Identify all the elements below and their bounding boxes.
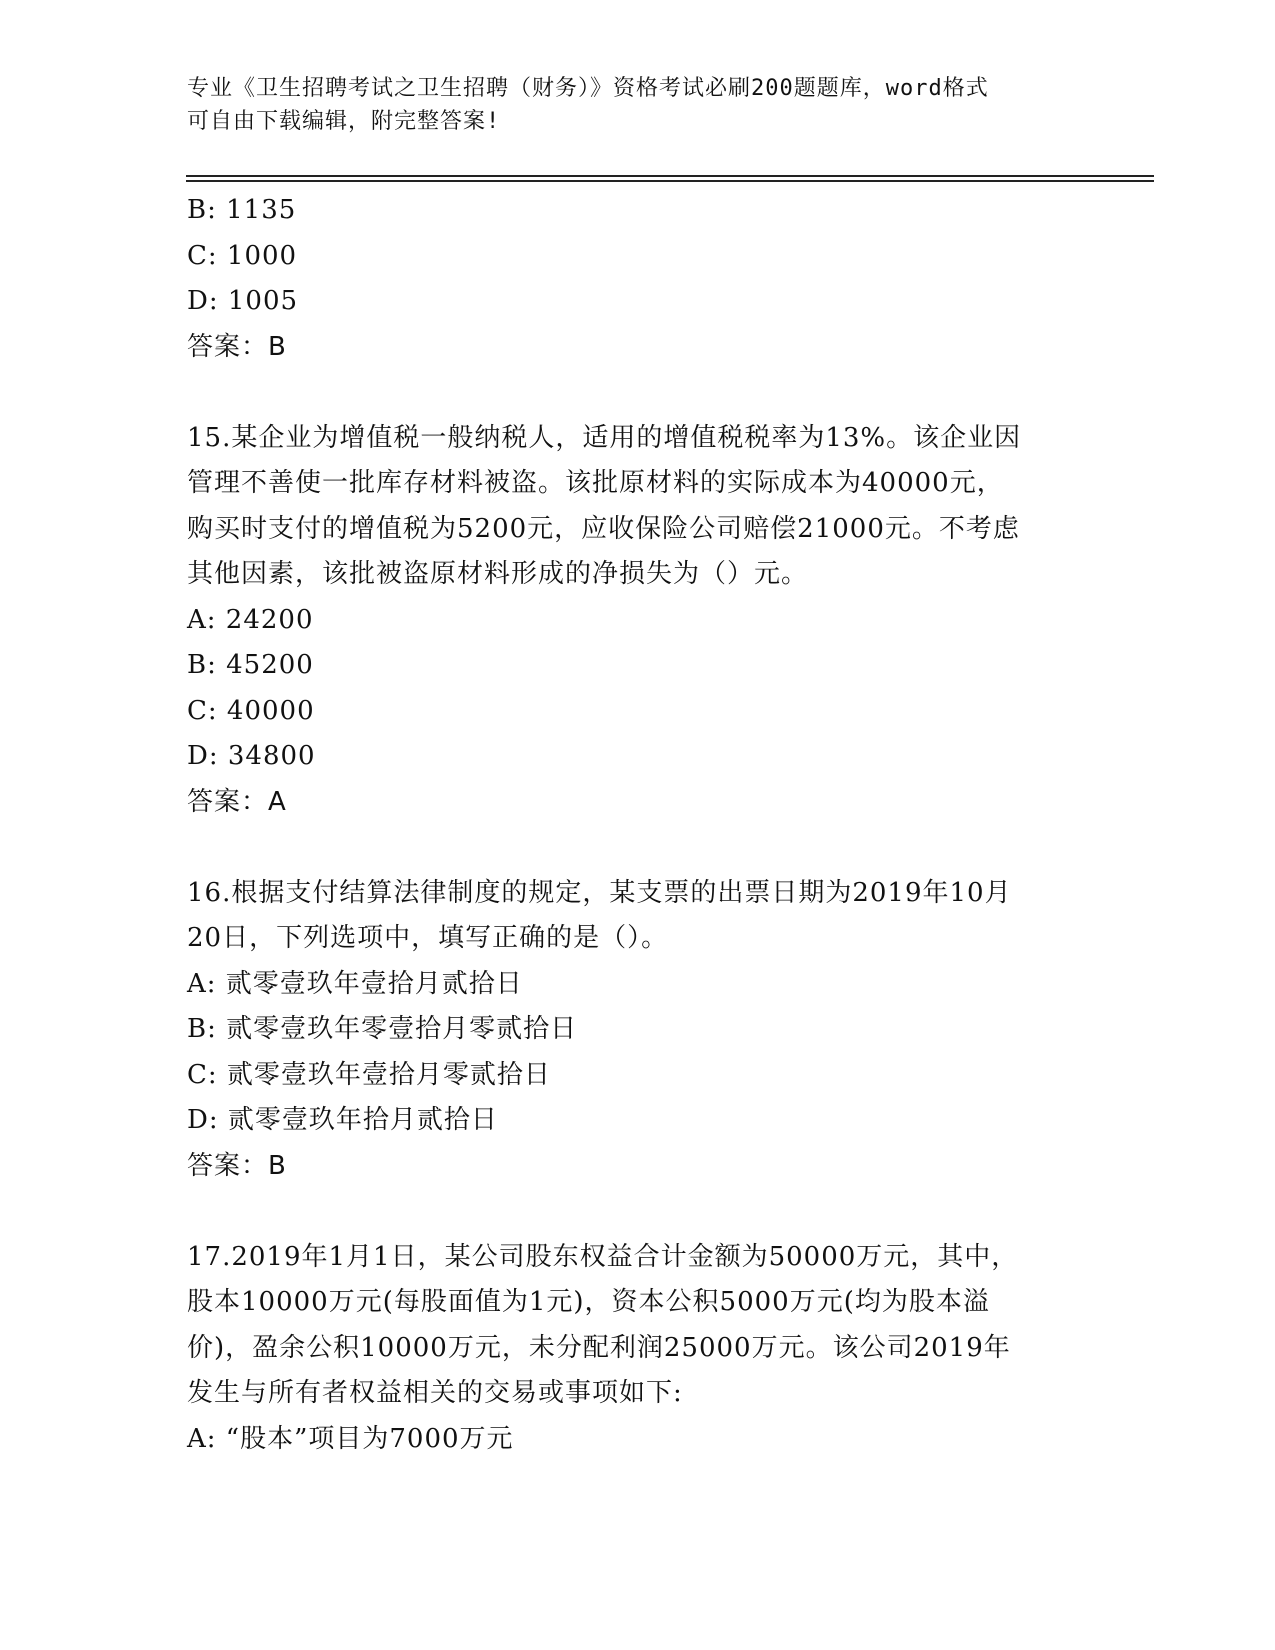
question-14 [187, 188, 1087, 370]
question-stem-line: 管理不善使一批库存材料被盗。该批原材料的实际成本为40000元， [187, 468, 1004, 498]
answer: 答案：B [187, 331, 287, 362]
header-line-2: 可自由下载编辑，附完整答案! [187, 109, 501, 134]
option-a: A: 贰零壹玖年壹拾月贰拾日 [187, 968, 523, 999]
answer: 答案：B [187, 1150, 287, 1181]
question-stem-line: 15.某企业为增值税一般纳税人，适用的增值税税率为13%。该企业因 [187, 422, 1022, 453]
spacer [187, 1189, 1087, 1235]
question-stem-line: 购买时支付的增值税为5200元，应收保险公司赔偿21000元。不考虑 [187, 513, 1020, 544]
question-15 [187, 416, 1087, 826]
question-stem-line: 价)，盈余公积10000万元，未分配利润25000万元。该公司2019年 [187, 1332, 1011, 1363]
answer: 答案：A [187, 786, 287, 817]
question-17 [187, 1235, 1087, 1463]
header-divider-top [186, 175, 1154, 177]
question-stem-line: 其他因素，该批被盗原材料形成的净损失为（）元。 [187, 559, 809, 589]
header-line-1: 专业《卫生招聘考试之卫生招聘（财务）》资格考试必刷200题题库，word格式 [187, 76, 989, 101]
option-b: B: 贰零壹玖年零壹拾月零贰拾日 [187, 1014, 578, 1044]
spacer [187, 825, 1087, 871]
question-list [187, 188, 1087, 1462]
header-divider-bottom [186, 180, 1154, 182]
option-d: D: 1005 [187, 286, 299, 316]
option-c: C: 1000 [187, 240, 298, 271]
question-stem-line: 16.根据支付结算法律制度的规定，某支票的出票日期为2019年10月 [187, 877, 1012, 908]
option-c: C: 贰零壹玖年壹拾月零贰拾日 [187, 1059, 551, 1090]
spacer [187, 370, 1087, 416]
option-a: A: 24200 [187, 604, 314, 635]
option-c: C: 40000 [187, 695, 315, 726]
option-a: A: “股本”项目为7000万元 [187, 1423, 514, 1454]
option-b: B: 45200 [187, 650, 314, 680]
question-16 [187, 871, 1087, 1190]
question-stem-line: 17.2019年1月1日，某公司股东权益合计金额为50000万元，其中， [187, 1241, 1019, 1272]
document-header [187, 72, 1067, 138]
question-stem-line: 股本10000万元(每股面值为1元)，资本公积5000万元(均为股本溢 [187, 1287, 990, 1317]
option-b: B: 1135 [187, 195, 297, 225]
question-stem-line: 20日，下列选项中，填写正确的是（）。 [187, 923, 669, 953]
question-stem-line: 发生与所有者权益相关的交易或事项如下: [187, 1378, 683, 1408]
option-d: D: 34800 [187, 741, 316, 771]
option-d: D: 贰零壹玖年拾月贰拾日 [187, 1105, 498, 1135]
